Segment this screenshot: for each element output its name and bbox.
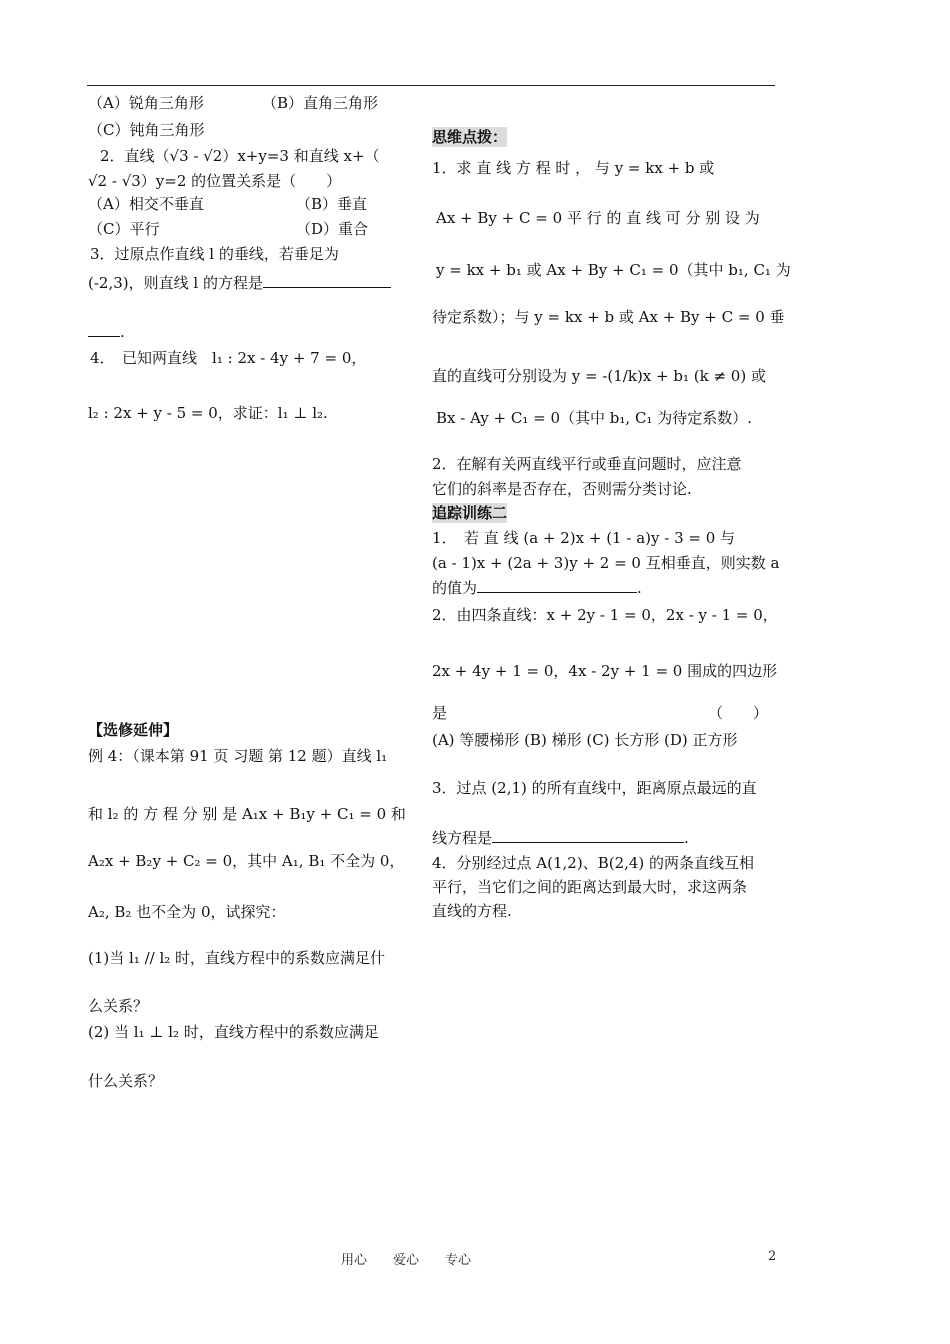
track-q1-period: . (637, 579, 642, 597)
track-q1-line3-text: 的值为 (432, 579, 478, 597)
tips-line1: 1．求 直 线 方 程 时 ， 与 y = kx + b 或 (432, 159, 715, 177)
tips-line6: Bx - Ay + C₁ = 0（其中 b₁, C₁ 为待定系数）. (436, 409, 752, 427)
example4-line1: 例 4：（课本第 91 页 习题 第 12 题）直线 l₁ (88, 747, 388, 765)
example4-part2: (2) 当 l₁ ⊥ l₂ 时，直线方程中的系数应满足 (88, 1023, 379, 1041)
track-q3-line2-text: 线方程是 (432, 829, 493, 847)
track-q3-line2 (432, 828, 689, 848)
track-q1-answer-blank[interactable] (477, 578, 637, 593)
q3-line3 (88, 322, 125, 342)
tips-line2: Ax + By + C = 0 平 行 的 直 线 可 分 别 设 为 (436, 209, 760, 227)
q3-line1: 3．过原点作直线 l 的垂线，若垂足为 (90, 245, 339, 263)
track-q1-line2: (a - 1)x + (2a + 3)y + 2 = 0 互相垂直，则实数 a (432, 554, 780, 572)
track-q3-line1: 3．过点 (2,1) 的所有直线中，距离原点最远的直 (432, 779, 757, 797)
track-q2-line2: 2x + 4y + 1 = 0，4x - 2y + 1 = 0 围成的四边形 (432, 662, 778, 680)
example4-line2: 和 l₂ 的 方 程 分 别 是 A₁x + B₁y + C₁ = 0 和 (88, 805, 406, 823)
header-rule (87, 85, 775, 86)
track-q2-answer-paren: （ ） (708, 704, 769, 722)
example4-line4: A₂, B₂ 也不全为 0，试探究： (88, 903, 286, 921)
q2-option-a: （A）相交不垂直 (88, 195, 204, 213)
example4-part1-cont: 么关系？ (88, 997, 149, 1015)
q3-line2 (88, 273, 391, 293)
track-q1-line3 (432, 578, 642, 598)
tips-line8: 它们的斜率是否存在，否则需分类讨论. (432, 480, 692, 498)
track-q2-options: (A) 等腰梯形 (B) 梯形 (C) 长方形 (D) 正方形 (432, 731, 738, 749)
example4-line3: A₂x + B₂y + C₂ = 0，其中 A₁, B₁ 不全为 0， (88, 852, 405, 870)
q2-option-b: （B）垂直 (296, 195, 368, 213)
tips-heading: 思维点拨： (432, 128, 508, 146)
tips-line5: 直的直线可分别设为 y = -(1/k)x + b₁ (k ≠ 0) 或 (432, 367, 766, 385)
q2-option-d: （D）重合 (296, 220, 369, 238)
q2-option-c: （C）平行 (88, 220, 160, 238)
q3-answer-blank[interactable] (263, 273, 391, 288)
q2-line1: 2．直线（√3 - √2）x+y=3 和直线 x+（ (100, 147, 380, 165)
q2-line2: √2 - √3）y=2 的位置关系是（ ） (88, 172, 342, 190)
track-q3-answer-blank[interactable] (492, 828, 684, 843)
q4-line1: 4． 已知两直线 l₁ : 2x - 4y + 7 = 0， (90, 349, 367, 367)
q1-option-a: （A）锐角三角形 (88, 94, 204, 112)
track-heading: 追踪训练二 (432, 504, 508, 522)
track-q4-line1: 4．分别经过点 A(1,2)、B(2,4) 的两条直线互相 (432, 854, 755, 872)
extension-heading: 【选修延伸】 (88, 721, 179, 739)
q1-option-c: （C）钝角三角形 (88, 121, 205, 139)
tips-line7: 2．在解有关两直线平行或垂直问题时，应注意 (432, 455, 742, 473)
track-q3-period: . (684, 829, 689, 847)
track-q2-line1: 2．由四条直线：x + 2y - 1 = 0，2x - y - 1 = 0， (432, 606, 778, 624)
q3-period: . (120, 323, 125, 341)
q1-option-b: （B）直角三角形 (262, 94, 379, 112)
q3-answer-blank-cont[interactable] (88, 322, 120, 337)
q4-line2: l₂ : 2x + y - 5 = 0，求证：l₁ ⊥ l₂. (88, 404, 328, 422)
track-q4-line3: 直线的方程. (432, 902, 512, 920)
example4-part2-cont: 什么关系？ (88, 1072, 164, 1090)
track-q2-line3: 是 (432, 704, 448, 722)
track-q1-line1: 1． 若 直 线 (a + 2)x + (1 - a)y - 3 = 0 与 (432, 529, 736, 547)
tips-line4: 待定系数）；与 y = kx + b 或 Ax + By + C = 0 垂 (432, 308, 785, 326)
page-number: 2 (768, 1249, 777, 1264)
track-q4-line2: 平行，当它们之间的距离达到最大时，求这两条 (432, 878, 748, 896)
tips-line3: y = kx + b₁ 或 Ax + By + C₁ = 0（其中 b₁, C₁ 为 (436, 261, 791, 279)
q3-line2-text: (-2,3)，则直线 l 的方程是 (88, 274, 263, 292)
footer-slogan: 用心 爱心 专心 (341, 1253, 472, 1268)
example4-part1: (1)当 l₁ // l₂ 时，直线方程中的系数应满足什 (88, 949, 386, 967)
